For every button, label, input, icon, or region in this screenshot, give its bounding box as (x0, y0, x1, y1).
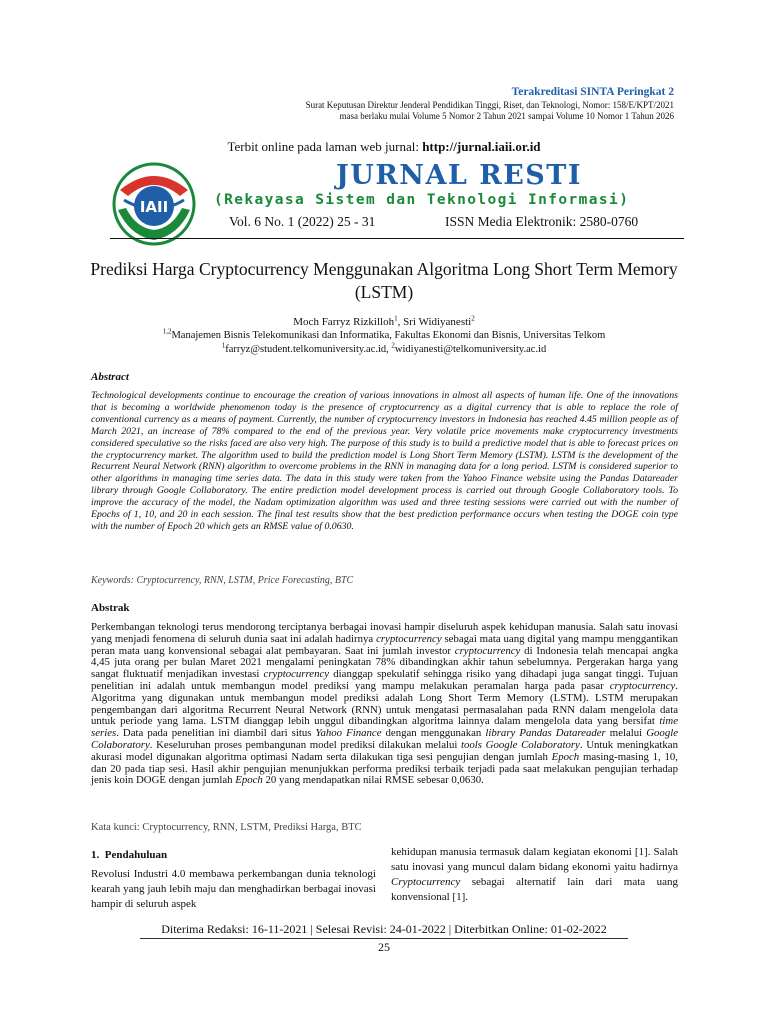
body-column-left (91, 848, 376, 912)
body-column-right (391, 845, 678, 905)
keywords-en: Keywords: Cryptocurrency, RNN, LSTM, Price Forecasting, BTC (91, 575, 354, 586)
abstrak-run: . Untuk meningkatkan akurasi model digunakan algoritma optimasi Nadam serta dilakukan tiga sesi pengujian dengan jumlah (91, 738, 678, 763)
author-separator: , (397, 316, 404, 328)
abstrak-heading: Abstrak (91, 602, 130, 614)
footer-divider (140, 938, 628, 939)
author-1: Moch Farryz Rizkilloh (293, 316, 395, 328)
decree-note (306, 100, 674, 122)
body-italic: Cryptocurrency (391, 876, 461, 888)
email-2-sup: 2 (391, 341, 395, 350)
online-notice (0, 139, 768, 155)
author-list (0, 316, 768, 328)
journal-title: JURNAL RESTI (336, 160, 583, 191)
affiliation-sup: 1,2 (162, 327, 172, 336)
abstrak-run: . Data pada penelitian ini diambil dari situs (116, 727, 316, 740)
online-prefix: Terbit online pada laman web jurnal: (227, 139, 423, 154)
decree-line-1: Surat Keputusan Direktur Jenderal Pendidikan Tinggi, Riset, dan Teknologi, Nomor: 158/E/KPT/2021 (305, 100, 674, 110)
keywords-id: Kata kunci: Cryptocurrency, RNN, LSTM, Prediksi Harga, BTC (91, 822, 362, 833)
abstrak-italic: cryptocurrency (376, 632, 442, 645)
abstrak-italic: time series (91, 715, 678, 740)
abstrak-run: sebagai mata uang digital yang mampu menggantikan peran mata uang konvensional sebagai alat pembayaran. Saat ini jumlah investor (91, 632, 678, 657)
submission-dates: Diterima Redaksi: 16-11-2021 | Selesai Revisi: 24-01-2022 | Diterbitkan Online: 01-02-2022 (161, 922, 607, 936)
author-1-sup: 1 (394, 314, 398, 323)
abstrak-text (91, 622, 678, 787)
abstrak-run: melalui (605, 727, 647, 740)
abstrak-run: di Indonesia telah mencapai angka 4,45 juta orang per bulan Maret 2021 mengalami peningkatan 78% dibandingkan akhir tahun sebelumnya. Pergerakan harga yang sangat fluktuatif menjadikan investasi (91, 644, 678, 681)
author-2-sup: 2 (471, 314, 475, 323)
iaii-logo (110, 160, 198, 248)
abstrak-italic: Yahoo Finance (315, 727, 382, 740)
body-text-right-end: sebagai alternatif lain dari mata uang konvensional [1]. (391, 876, 678, 903)
abstrak-italic: library Pandas Datareader (485, 727, 606, 740)
abstract-text: Technological developments continue to encourage the creation of various innovations in almost all aspects of human life. One of the innovations that is becoming a worldwide phenomenon today is the presence of cryptocurrency as a digital currency that is able to replace the role of conventional currency as a means of payment. Currently, the number of cryptocurrency investors in Indonesia has reached 4.45 million people as of March 2021, an increase of 78% compared to the end of the previous year. Very volatile price movements make cryptocurrency investments considered speculative so the risks faced are also very high. The purpose of this study is to build a predictive model that is able to forecast prices on the cryptocurrency market. The algorithm used to build the prediction model is Long Short Term Memory (LSTM). LSTM is the development of the Recurrent Neural Network (RNN) algorithm to overcome problems in the RNN in managing data for a long period. LSTM is considered superior to other algorithms in managing time series data. The data in this study were taken from the Yahoo Finance website using the Pandas Datareader library through Google Collaboratory. The entire prediction model development process is carried out through Google Collaboratory tools. To improve the accuracy of the model, the Nadam optimization algorithm was used and three testing sessions were carried out with the number of Epochs of 1, 10, and 20 in each session. The final test results show that the best prediction performance occurs when testing the DOGE coin type with the number of Epoch 20 which gets an RMSE value of 0.0630. (91, 390, 678, 532)
abstrak-run: masing-masing 1, 10, dan 20 pada tiap sesi. Hasil akhir pengujian menunjukkan performa prediksi terbaik terjadi pada saat melakukan pengujian terhadap jenis koin DOGE dengan jumlah (91, 750, 678, 787)
email-1: farryz@student.telkomuniversity.ac.id, (225, 344, 392, 355)
abstrak-run: 20 yang mendapatkan nilai RMSE sebesar 0,0630. (262, 774, 484, 787)
accreditation-label: Terakreditasi SINTA Peringkat 2 (511, 86, 674, 98)
logo-text: IAII (139, 198, 169, 216)
email-1-sup: 1 (221, 341, 226, 350)
body-text-left: Revolusi Industri 4.0 membawa perkembangan dunia teknologi kearah yang jauh lebih maju dan menghadirkan berbagai inovasi hampir di seluruh aspek (91, 868, 376, 910)
abstrak-italic: Epoch (551, 750, 580, 763)
email-2: widiyanesti@telkomuniversity.ac.id (394, 344, 547, 355)
section-heading: 1. Pendahuluan (91, 849, 168, 861)
abstrak-italic: tools Google Colaboratory (461, 738, 580, 751)
abstrak-italic: Google Colaboratory (91, 727, 679, 751)
abstrak-italic: Epoch (235, 774, 263, 787)
affiliation-text: Manajemen Bisnis Telekomunikasi dan Informatika, Fakultas Ekonomi dan Bisnis, Universitas Telkom (171, 330, 606, 341)
abstrak-run: dianggap spekulatif sehingga risiko yang dihadapi juga sangat tinggi. Tujuan penelitian ini adalah untuk membangun model prediksi yang mampu melakukan peramalan harga pada pasar (91, 668, 678, 692)
abstract-heading: Abstract (91, 371, 129, 383)
header-divider (110, 238, 684, 239)
iaii-logo-icon (110, 160, 198, 248)
abstrak-italic: cryptocurrency (454, 644, 521, 657)
volume-info: Vol. 6 No. 1 (2022) 25 - 31 (229, 214, 376, 229)
paper-title: Prediksi Harga Cryptocurrency Menggunakan Algoritma Long Short Term Memory (LSTM) (90, 259, 678, 302)
page-number: 25 (378, 940, 390, 954)
journal-subtitle: (Rekayasa Sistem dan Teknologi Informasi) (214, 192, 630, 208)
abstrak-italic: cryptocurrency (263, 668, 330, 681)
abstrak-run: . Keseluruhan proses pembangunan model prediksi dilakukan melalui (149, 738, 462, 751)
author-2: Sri Widiyanesti (403, 316, 472, 328)
abstrak-italic: cryptocurrency (609, 679, 676, 692)
body-text-right: kehidupan manusia termasuk dalam kegiatan ekonomi [1]. Salah satu inovasi yang muncul dalam bidang ekonomi yaitu hadirnya (391, 846, 678, 873)
abstrak-run: Perkembangan teknologi terus mendorong terciptanya berbagai inovasi hampir diseluruh aspek kehidupan manusia. Salah satu inovasi yang menjadi fenomena di seluruh dunia saat ini adalah hadirnya (91, 621, 678, 645)
decree-line-2: masa berlaku mulai Volume 5 Nomor 2 Tahun 2021 sampai Volume 10 Nomor 1 Tahun 2026 (339, 111, 674, 121)
issn-info: ISSN Media Elektronik: 2580-0760 (445, 214, 639, 229)
journal-url-link[interactable]: http://jurnal.iaii.or.id (422, 139, 541, 154)
abstrak-run: . Algoritma yang digunakan untuk membangun model prediksi adalah Long Short Term Memory (LSTM). LSTM merupakan pengembangan dari algoritma Recurrent Neural Network (RNN) untuk mengatasi permasalahan pada RNN dalam mengelola data untuk periode yang lama. LSTM dianggap lebih unggul dibandingkan algoritma lainnya dalam mengelola data yang bersifat (91, 679, 678, 728)
abstrak-run: dengan menggunakan (381, 727, 486, 740)
affiliation (0, 327, 768, 341)
email-list (0, 341, 768, 355)
